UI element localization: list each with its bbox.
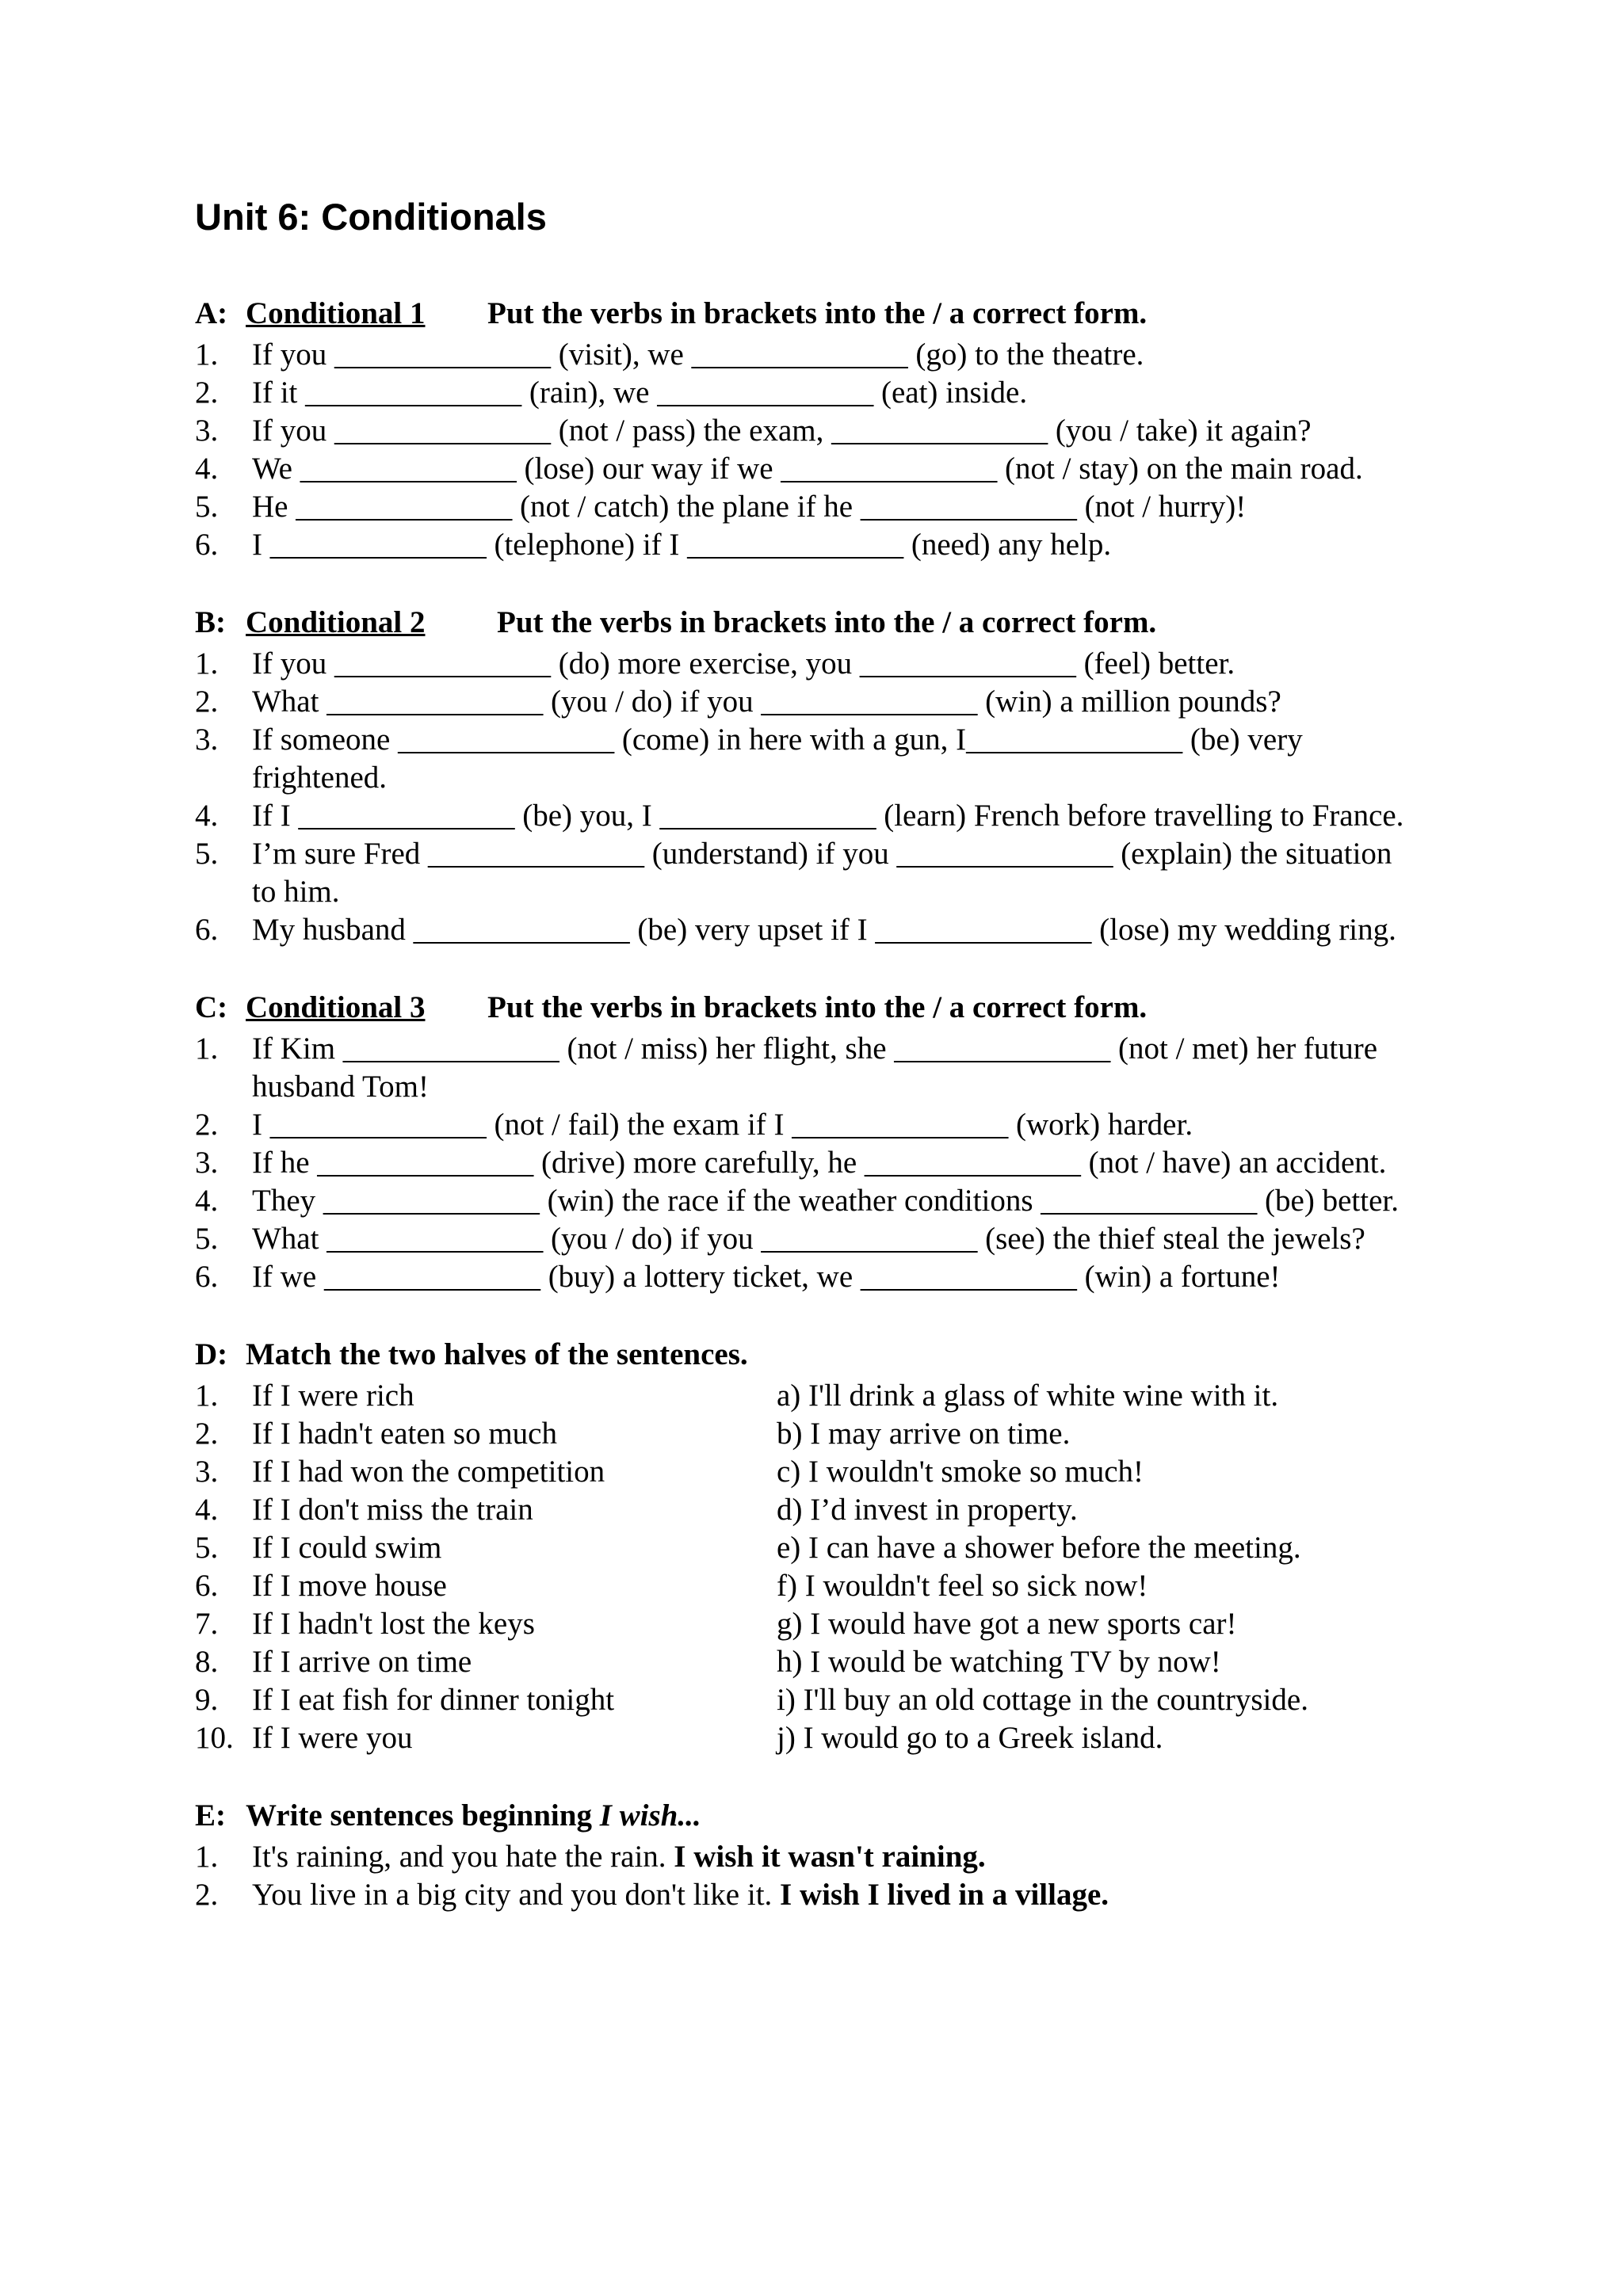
item-text: They ______________ (win) the race if the weather conditions ______________ (be) better. [252,1184,1399,1218]
list-item [195,835,1463,911]
second-half: b) I may arrive on time. [777,1417,1071,1451]
item-number: 5. [195,1531,219,1565]
first-half: If I arrive on time [252,1645,472,1679]
item-number: 5. [195,837,219,871]
section-name: Conditional 2 [246,605,426,639]
list-item [195,911,1463,949]
first-half: If I eat fish for dinner tonight [252,1683,615,1717]
item-number: 1. [195,1840,219,1874]
section-instruction: Put the verbs in brackets into the / a correct form. [487,990,1148,1024]
item-text: If I ______________ (be) you, I ______________ (learn) French before travelling to France. [252,799,1404,833]
section-instruction: Put the verbs in brackets into the / a correct form. [497,605,1157,639]
list-item [195,1876,1463,1914]
page-title: Unit 6: Conditionals [195,196,547,238]
section-letter: E: [195,1798,226,1833]
item-text: We ______________ (lose) our way if we ______________ (not / stay) on the main road. [252,452,1363,486]
item-number: 3. [195,1455,219,1489]
first-half: If I hadn't eaten so much [252,1417,557,1451]
second-half: a) I'll drink a glass of white wine with it. [777,1379,1279,1413]
table-row [195,1529,1463,1567]
item-text: If someone ______________ (come) in here with a gun, I______________ (be) very frightened. [252,723,1303,795]
table-row [195,1605,1463,1643]
section-a [195,292,1463,564]
item-number: 6. [195,1569,219,1603]
table-row [195,1681,1463,1719]
first-half: If I were rich [252,1379,414,1413]
second-half: h) I would be watching TV by now! [777,1645,1221,1679]
item-number: 9. [195,1683,219,1717]
section-c [195,986,1463,1296]
item-text: What ______________ (you / do) if you ______________ (win) a million pounds? [252,685,1281,719]
section-e [195,1794,1463,1914]
item-number: 5. [195,1222,219,1256]
section-instruction [246,1794,701,1838]
second-half: e) I can have a shower before the meeting. [777,1531,1301,1565]
list-item [195,412,1463,450]
exercise-list [195,1030,1463,1296]
exercise-list [195,1838,1463,1914]
section-letter: C: [195,990,228,1024]
example-answer: I wish it wasn't raining. [674,1840,986,1874]
list-item [195,1838,1463,1876]
item-number: 2. [195,1108,219,1142]
second-half: f) I wouldn't feel so sick now! [777,1569,1148,1603]
second-half: d) I’d invest in property. [777,1493,1078,1527]
list-item [195,1030,1463,1106]
section-a-heading [195,292,1463,336]
section-b-heading [195,601,1463,645]
section-e-heading [195,1794,1463,1838]
list-item [195,1220,1463,1258]
item-number: 7. [195,1607,219,1641]
item-number: 2. [195,1878,219,1912]
section-letter: D: [195,1337,228,1371]
table-row [195,1415,1463,1453]
item-number: 6. [195,528,219,562]
item-number: 2. [195,685,219,719]
item-number: 2. [195,376,219,410]
item-number: 2. [195,1417,219,1451]
first-half: If I were you [252,1721,413,1755]
table-row [195,1453,1463,1491]
item-text: What ______________ (you / do) if you ______________ (see) the thief steal the jewels? [252,1222,1365,1256]
item-number: 1. [195,1032,219,1066]
section-b [195,601,1463,949]
item-text: He ______________ (not / catch) the plane if he ______________ (not / hurry)! [252,490,1247,524]
item-text: If Kim ______________ (not / miss) her flight, she ______________ (not / met) her future husband Tom! [252,1032,1378,1104]
list-item [195,450,1463,488]
section-letter: B: [195,605,226,639]
list-item [195,645,1463,683]
matching-table [195,1377,1463,1757]
list-item [195,1182,1463,1220]
section-letter: A: [195,296,228,330]
first-half: If I had won the competition [252,1455,605,1489]
list-item [195,1144,1463,1182]
section-name: Conditional 3 [246,990,426,1024]
list-item [195,488,1463,526]
item-number: 1. [195,338,219,372]
table-row [195,1377,1463,1415]
item-number: 5. [195,490,219,524]
item-number: 1. [195,1379,219,1413]
section-c-heading [195,986,1463,1030]
item-number: 3. [195,1146,219,1180]
section-d [195,1333,1463,1757]
list-item [195,336,1463,374]
list-item [195,374,1463,412]
prompt-text: You live in a big city and you don't like it. [252,1878,781,1912]
item-number: 4. [195,1184,219,1218]
item-number: 3. [195,414,219,448]
worksheet-page [195,190,1463,1951]
table-row [195,1643,1463,1681]
table-row [195,1719,1463,1757]
item-text: I’m sure Fred ______________ (understand) if you ______________ (explain) the situation to him. [252,837,1392,909]
section-d-heading [195,1333,1463,1377]
list-item [195,1258,1463,1296]
example-answer: I wish I lived in a village. [780,1878,1109,1912]
first-half: If I don't miss the train [252,1493,533,1527]
second-half: g) I would have got a new sports car! [777,1607,1237,1641]
list-item [195,1106,1463,1144]
item-text: I ______________ (not / fail) the exam if I ______________ (work) harder. [252,1108,1193,1142]
table-row [195,1567,1463,1605]
item-text: If he ______________ (drive) more carefully, he ______________ (not / have) an accident. [252,1146,1387,1180]
list-item [195,683,1463,721]
item-number: 4. [195,799,219,833]
item-text: I ______________ (telephone) if I ______________ (need) any help. [252,528,1112,562]
item-number: 1. [195,646,219,681]
item-text [252,1876,1463,1914]
item-text: If you ______________ (visit), we ______________ (go) to the theatre. [252,338,1144,372]
item-number: 4. [195,452,219,486]
item-text: If you ______________ (not / pass) the exam, ______________ (you / take) it again? [252,414,1312,448]
first-half: If I could swim [252,1531,442,1565]
item-text: If it ______________ (rain), we ______________ (eat) inside. [252,376,1028,410]
exercise-list [195,645,1463,949]
list-item [195,797,1463,835]
first-half: If I move house [252,1569,447,1603]
first-half: If I hadn't lost the keys [252,1607,535,1641]
item-number: 8. [195,1645,219,1679]
item-number: 3. [195,723,219,757]
instruction-text: Write sentences beginning [246,1798,600,1833]
instruction-emphasis: I wish... [599,1798,701,1833]
item-number: 4. [195,1493,219,1527]
section-instruction: Put the verbs in brackets into the / a correct form. [487,296,1148,330]
list-item [195,526,1463,564]
item-number: 10. [195,1721,234,1755]
exercise-list [195,336,1463,564]
prompt-text: It's raining, and you hate the rain. [252,1840,674,1874]
item-text: My husband ______________ (be) very upset if I ______________ (lose) my wedding ring. [252,913,1396,947]
second-half: c) I wouldn't smoke so much! [777,1455,1144,1489]
item-text: If you ______________ (do) more exercise, you ______________ (feel) better. [252,646,1235,681]
list-item [195,721,1463,797]
second-half: i) I'll buy an old cottage in the countryside. [777,1683,1308,1717]
second-half: j) I would go to a Greek island. [777,1721,1163,1755]
item-text: If we ______________ (buy) a lottery ticket, we ______________ (win) a fortune! [252,1260,1281,1294]
item-number: 6. [195,913,219,947]
item-number: 6. [195,1260,219,1294]
section-instruction: Match the two halves of the sentences. [246,1337,748,1371]
item-text [252,1838,1463,1876]
table-row [195,1491,1463,1529]
section-name: Conditional 1 [246,296,426,330]
